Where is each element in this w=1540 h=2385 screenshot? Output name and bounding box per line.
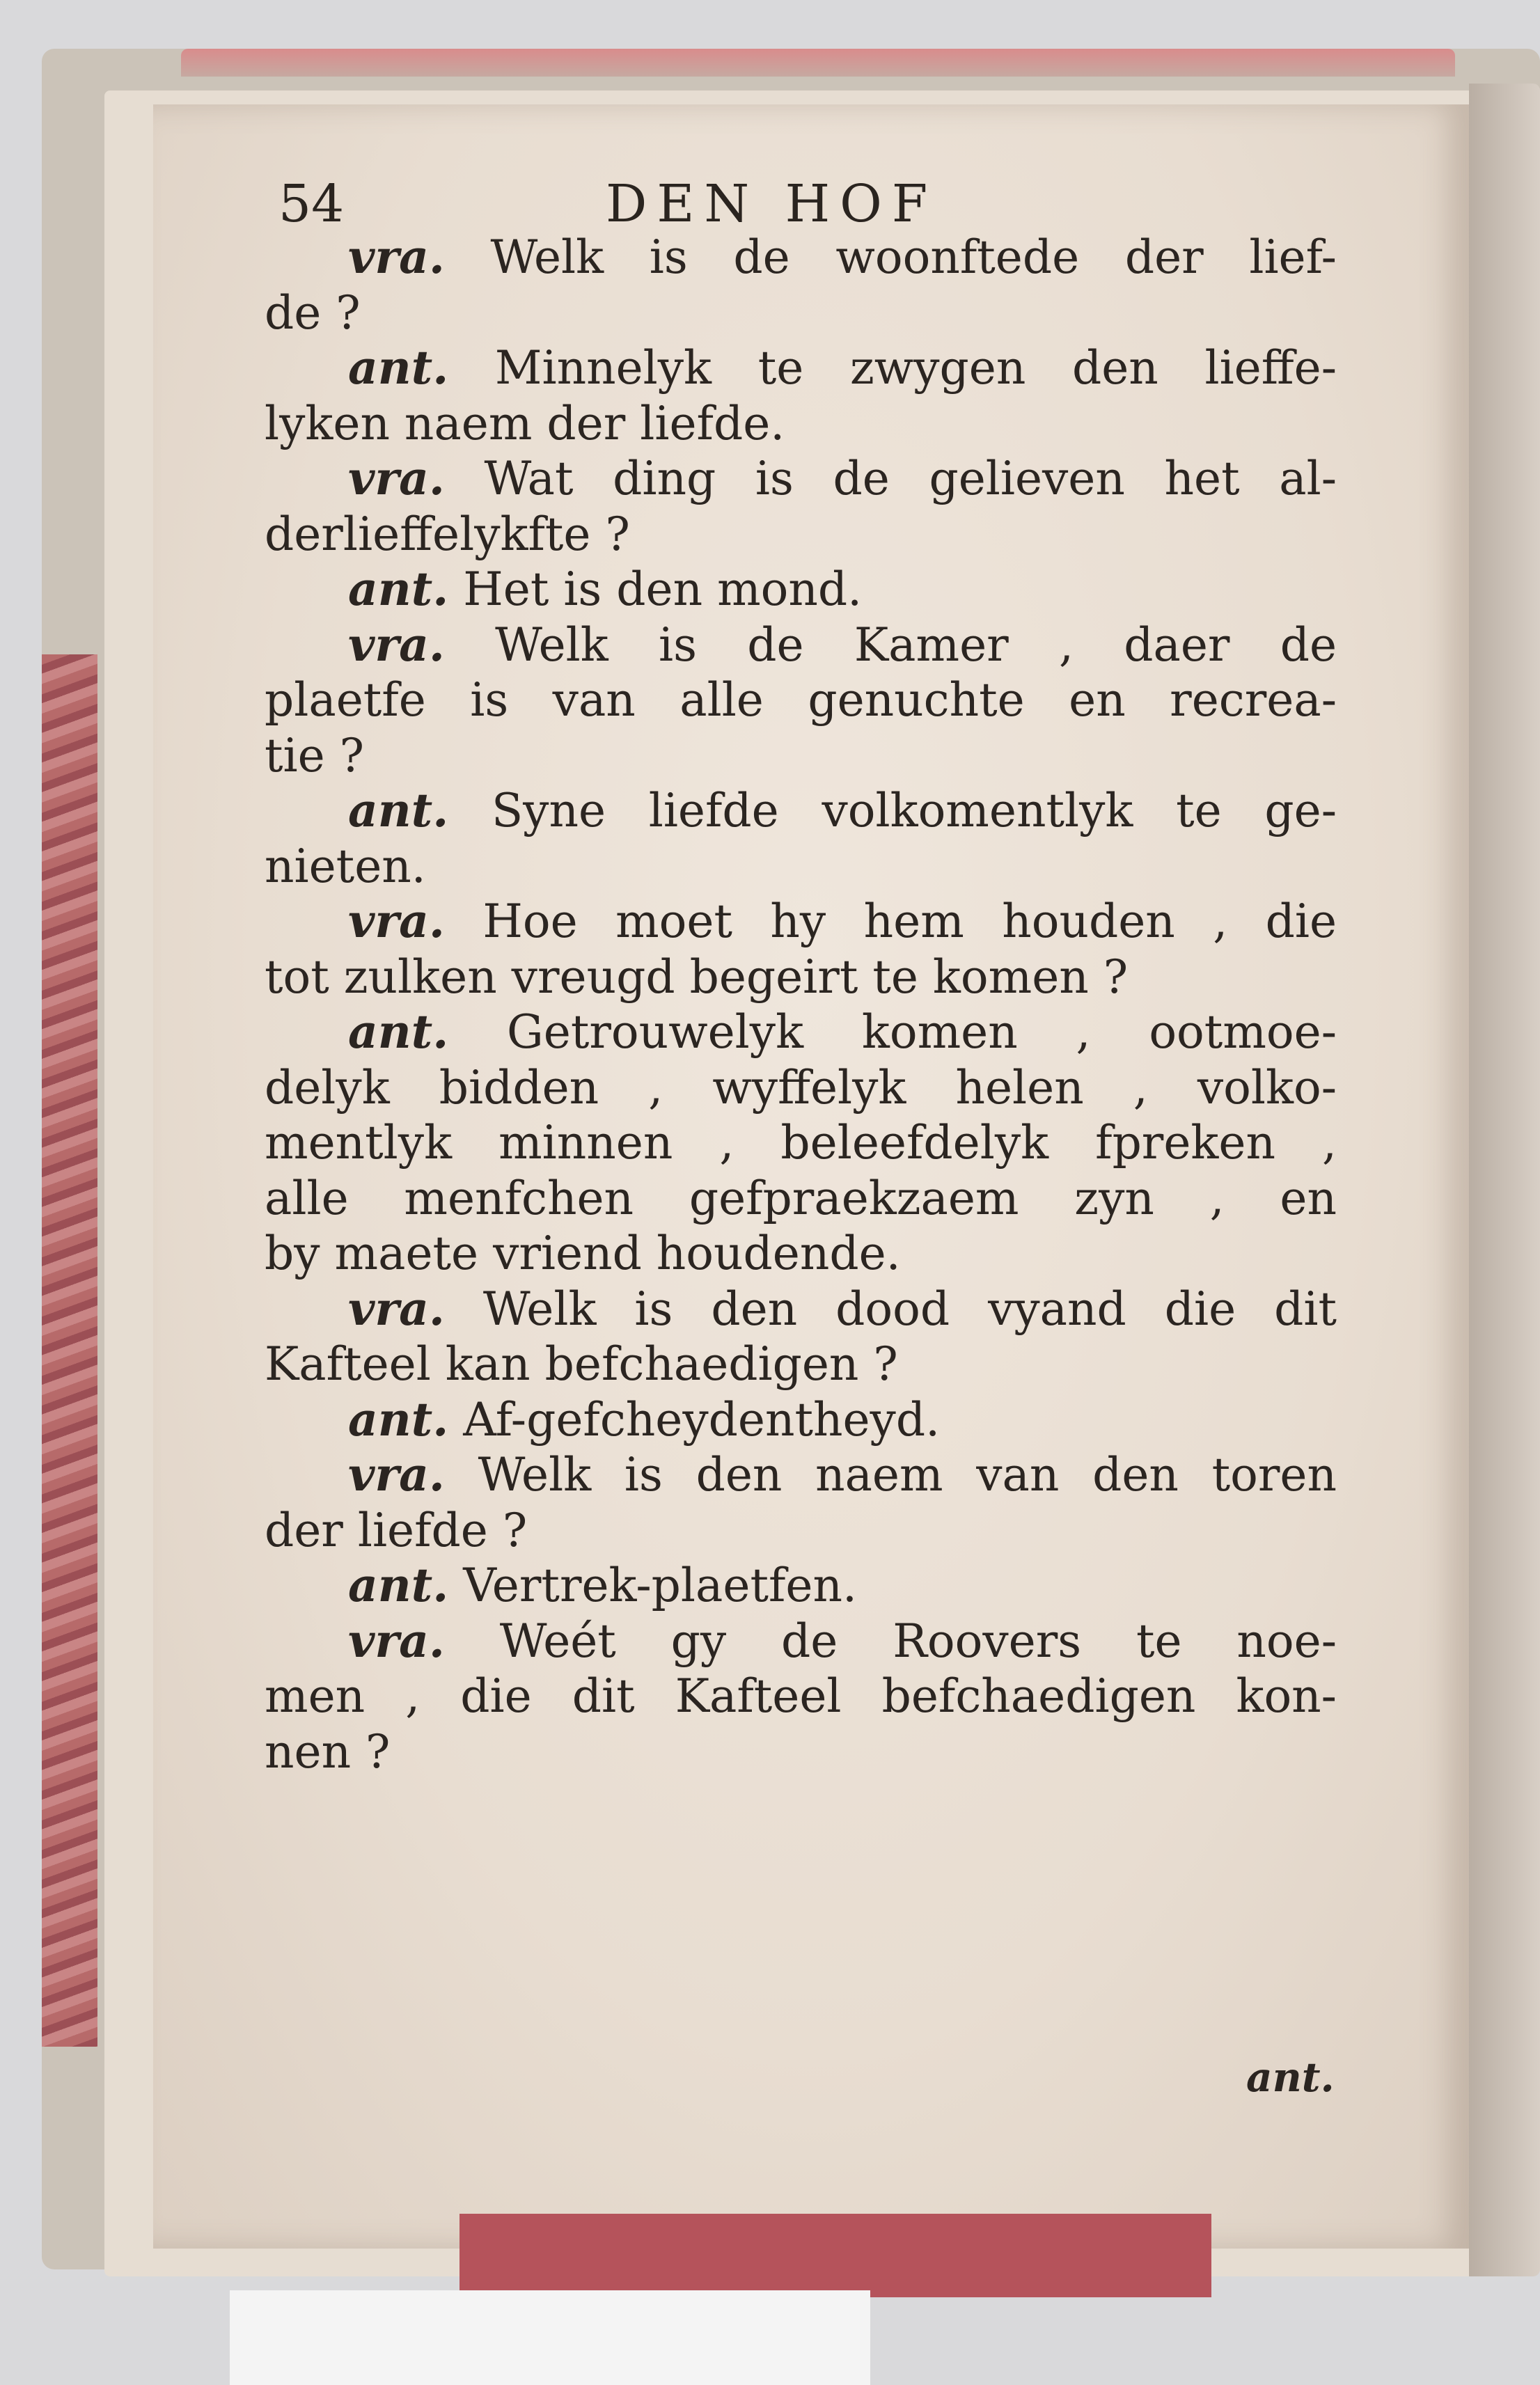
entry-first-line: [265, 894, 1337, 950]
entry-first-line: [265, 230, 1337, 285]
entry-continuation-line: delyk bidden , wyffelyk helen , volko-: [265, 1060, 1337, 1115]
question-label: vra.: [348, 1447, 445, 1502]
entry-text: Getrouwelyk komen , ootmoe-: [507, 1005, 1337, 1059]
entry-text: Weét gy de Roovers te noe-: [499, 1614, 1337, 1668]
entry-first-line: [265, 1558, 1337, 1614]
answer-label: ant.: [348, 783, 449, 837]
catchword: ant.: [1246, 2054, 1335, 2101]
answer-label: ant.: [348, 340, 449, 395]
entry-first-line: [265, 783, 1337, 839]
entry-text: Welk is den dood vyand die dit: [482, 1282, 1337, 1336]
entry-continuation-line: men , die dit Kafteel befchaedigen kon-: [265, 1669, 1337, 1723]
entry-continuation-line: tie ?: [265, 728, 365, 782]
entry-continuation-line: derlieffelykfte ?: [265, 507, 630, 561]
entry-text: Welk is de woonftede der lief-: [490, 230, 1337, 284]
entry-first-line: [265, 1282, 1337, 1337]
answer-label: ant.: [348, 562, 449, 616]
entry-first-line: [265, 1614, 1337, 1669]
page-header: [278, 174, 1351, 237]
entry-continuation-line: alle menfchen gefpraekzaem zyn , en: [265, 1171, 1337, 1225]
question-label: vra.: [348, 617, 445, 672]
entry-text: Welk is den naem van den toren: [478, 1448, 1337, 1502]
answer-label: ant.: [348, 1005, 449, 1059]
entry-text: Af-gefcheydentheyd.: [463, 1392, 941, 1447]
question-label: vra.: [348, 894, 445, 948]
red-page-edge-bottom: [835, 2214, 1211, 2297]
entry-continuation-line: der liefde ?: [265, 1503, 528, 1557]
facing-page-edge: [1469, 84, 1540, 2276]
entry-text: Welk is de Kamer , daer de: [495, 617, 1337, 672]
answer-label: ant.: [348, 1558, 449, 1612]
entry-continuation-line: mentlyk minnen , beleefdelyk fpreken ,: [265, 1116, 1337, 1170]
red-page-edge-left: [42, 654, 97, 2047]
page-number: 54: [278, 174, 345, 234]
page-text: [265, 230, 1337, 1779]
entry-text: Hoe moet hy hem houden , die: [482, 895, 1337, 948]
question-label: vra.: [348, 1281, 445, 1336]
entry-continuation-line: plaetfe is van alle genuchte en recrea-: [265, 673, 1337, 727]
question-label: vra.: [348, 451, 445, 505]
entry-continuation-line: by maete vriend houdende.: [265, 1227, 901, 1280]
entry-first-line: [265, 617, 1337, 673]
entry-text: Wat ding is de gelieven het al-: [484, 452, 1337, 505]
entry-text: Syne liefde volkomentlyk te ge-: [491, 784, 1337, 837]
question-label: vra.: [348, 230, 445, 284]
entry-first-line: [265, 1005, 1337, 1060]
entry-first-line: [265, 1447, 1337, 1503]
entry-first-line: [265, 1392, 1337, 1448]
entry-first-line: [265, 340, 1337, 396]
entry-first-line: [265, 562, 1337, 617]
white-paper-strip: [230, 2290, 870, 2385]
entry-continuation-line: nen ?: [265, 1724, 391, 1779]
entry-continuation-line: Kafteel kan befchaedigen ?: [265, 1337, 898, 1391]
entry-continuation-line: lyken naem der liefde.: [265, 396, 785, 450]
red-page-edge-bottom: [459, 2214, 835, 2297]
answer-label: ant.: [348, 1392, 449, 1447]
entry-text: Het is den mond.: [463, 562, 863, 616]
entry-text: Vertrek-plaetfen.: [463, 1559, 857, 1612]
entry-text: Minnelyk te zwygen den lieffe-: [494, 341, 1337, 395]
entry-first-line: [265, 451, 1337, 507]
running-title: DEN HOF: [606, 174, 938, 234]
entry-continuation-line: nieten.: [265, 839, 426, 893]
entry-continuation-line: tot zulken vreugd begeirt te komen ?: [265, 950, 1129, 1004]
question-label: vra.: [348, 1613, 445, 1668]
entry-continuation-line: de ?: [265, 285, 361, 340]
red-page-edge-top: [181, 49, 1455, 77]
